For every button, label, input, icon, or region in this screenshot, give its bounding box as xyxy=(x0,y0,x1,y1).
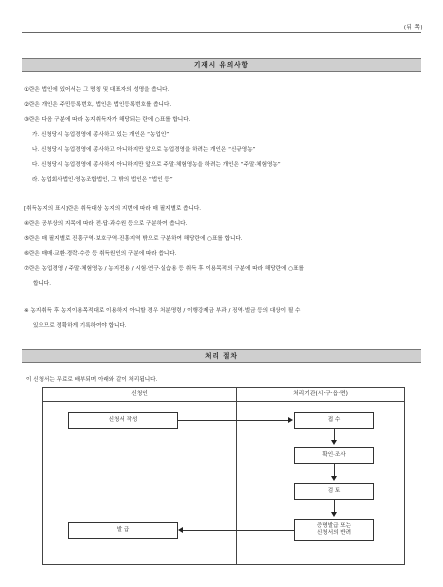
step-issue-label: 발 급 xyxy=(116,527,130,533)
step-receive xyxy=(294,412,374,429)
flow-header-row xyxy=(43,388,404,402)
note-line-continued: 합니다. xyxy=(33,281,51,287)
note-line: ⑦란은 농업경영 / 주말·체험영농 / 농지전용 / 시험·연구·실습용 등 취득 후 이용목적의 구분에 따라 해당란에 ○표를 xyxy=(24,266,304,272)
note-line: ⑤란은 매 필지별로 진흥구역·보호구역·진흥지역 밖으로 구분하여 해당란에 ○표를 합니다. xyxy=(24,236,243,242)
category-line: 라. 농업회사법인·영농조합법인, 그 밖의 법인은 “법인 등” xyxy=(32,177,173,183)
step-review xyxy=(294,483,374,500)
arrow-left-icon xyxy=(178,527,183,533)
column-divider xyxy=(236,388,237,564)
top-divider xyxy=(22,32,421,33)
step-issuance xyxy=(68,522,178,539)
applicant-column-header: 신청인 xyxy=(131,391,148,397)
note-line: [취득농지의 표시]란은 취득대상 농지의 지번에 따라 매 필지별로 씁니다. xyxy=(24,206,202,212)
step-verify-label: 확인·조사 xyxy=(322,452,346,458)
connector-line xyxy=(178,420,288,421)
category-line: 나. 신청당시 농업경영에 종사하고 아니하지만 앞으로 농업경영을 하려는 개인은 “신규영농” xyxy=(32,147,256,153)
connector-line xyxy=(183,530,294,531)
note-line: ①란은 법인에 있어서는 그 명칭 및 대표자의 성명을 씁니다. xyxy=(24,87,170,93)
category-line: 다. 신청당시 농업경영에 종사하지 아니하지만 앞으로 주말·체험영농을 하려는 개인은 “주말·체험영농” xyxy=(32,162,281,168)
note-line: ④란은 공부상의 지목에 따라 전·답·과수원 등으로 구분하여 씁니다. xyxy=(24,221,188,227)
arrow-down-icon xyxy=(331,512,337,517)
warning-line-continued: 있으므로 정확하게 기록하여야 합니다. xyxy=(33,323,127,329)
note-line: ③란은 다음 구분에 따라 농지취득자가 해당되는 란에 ○표를 합니다. xyxy=(24,117,191,123)
step-write-label: 신청서 작성 xyxy=(108,417,138,423)
step-receive-label: 접 수 xyxy=(327,417,341,423)
step-result-label-2: 신청서의 반려 xyxy=(316,530,352,536)
step-result-label-1: 증명발급 또는 xyxy=(316,523,352,529)
arrow-down-icon xyxy=(331,440,337,445)
agency-column-header: 처리기관(시·구·읍·면) xyxy=(293,391,348,397)
procedure-intro: 이 신청서는 무료로 배부되며 아래와 같이 처리됩니다. xyxy=(26,377,158,383)
arrow-down-icon xyxy=(331,476,337,481)
notes-section-title: 기재시 유의사항 xyxy=(22,58,421,72)
category-line: 가. 신청당시 농업경영에 종사하고 있는 개인은 “농업인” xyxy=(32,132,170,138)
step-review-label: 검 토 xyxy=(327,488,341,494)
warning-line: ※ 농지취득 후 농지이용목적대로 이용하지 아니할 경우 처분명령 / 이행강제금 부과 / 징역·벌금 등의 대상이 될 수 xyxy=(24,308,301,314)
step-issue-or-return xyxy=(294,519,374,541)
page-side-label: (뒤 쪽) xyxy=(403,25,423,31)
note-line: ⑥란은 매매·교환·경락·수증 등 취득원인의 구분에 따라 씁니다. xyxy=(24,251,177,257)
arrow-right-icon xyxy=(288,417,293,423)
step-write-application xyxy=(68,412,178,429)
note-line: ②란은 개인은 주민등록번호, 법인은 법인등록번호를 씁니다. xyxy=(24,102,172,108)
procedure-section-title: 처리 절차 xyxy=(22,349,421,363)
step-verify xyxy=(294,447,374,464)
process-flow-table xyxy=(42,387,405,565)
